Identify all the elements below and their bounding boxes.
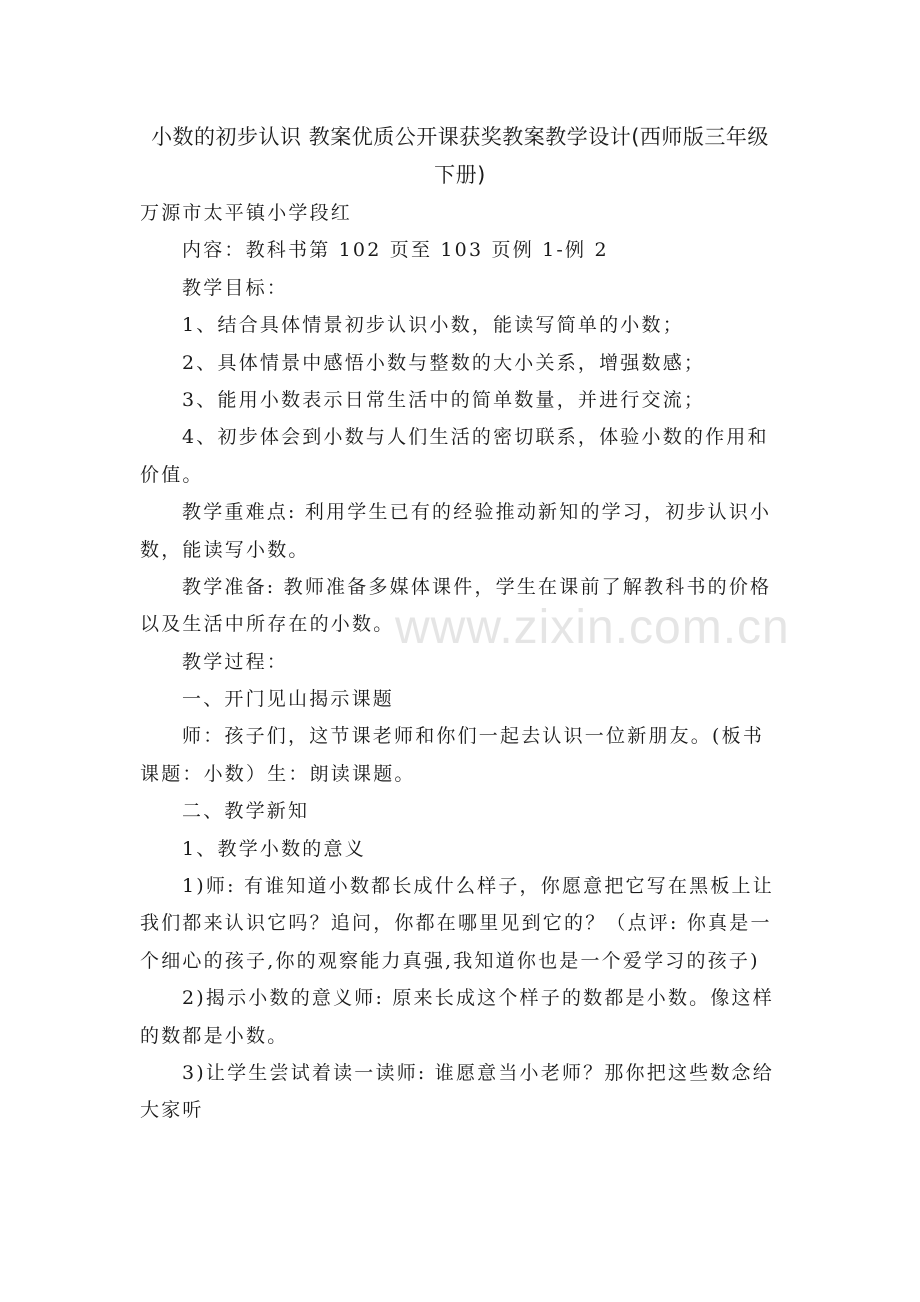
- text-line: 2、具体情景中感悟小数与整数的大小关系，增强数感；: [182, 351, 706, 374]
- text-line: 3)让学生尝试着读一读师: 谁愿意当小老师？那你把这些数念给: [182, 1061, 774, 1084]
- text-line: 3、能用小数表示日常生活中的简单数量，并进行交流；: [182, 388, 706, 411]
- title-line-2: 下册): [434, 163, 486, 187]
- text-line: 价值。: [140, 463, 204, 486]
- text-line: 1、结合具体情景初步认识小数，能读写简单的小数；: [182, 314, 684, 337]
- text-line: 个细心的孩子,你的观察能力真强,我知道你也是一个爱学习的孩子): [140, 949, 760, 972]
- text-line: 内容：教科书第 102 页至 103 页例 1-例 2: [182, 239, 609, 262]
- watermark: www.zixin.com.cn: [395, 601, 790, 654]
- document-body: [140, 195, 785, 1130]
- text-line: 我们都来认识它吗？追问，你都在哪里见到它的？（点评: 你真是一: [140, 912, 772, 935]
- text-line: 教学过程：: [182, 650, 289, 673]
- text-line: 的数都是小数。: [140, 1024, 289, 1047]
- text-line: 数，能读写小数。: [140, 538, 310, 561]
- text-line: 师：孩子们，这节课老师和你们一起去认识一位新朋友。(板书: [182, 725, 765, 748]
- text-line: 4、初步体会到小数与人们生活的密切联系，体验小数的作用和: [182, 426, 769, 449]
- text-line: 以及生活中所存在的小数。: [140, 613, 395, 636]
- text-line: 1)师: 有谁知道小数都长成什么样子，你愿意把它写在黑板上让: [182, 875, 774, 898]
- text-line: 课题：小数）生：朗读课题。: [140, 762, 416, 785]
- text-line: 大家听: [140, 1099, 204, 1122]
- text-line: 2)揭示小数的意义师: 原来长成这个样子的数都是小数。像这样: [182, 987, 774, 1010]
- text-line: 二、教学新知: [182, 800, 310, 823]
- text-line: 万源市太平镇小学段红: [140, 202, 353, 224]
- text-line: 教学准备: 教师准备多媒体课件，学生在课前了解教科书的价格: [182, 575, 772, 598]
- title-line-1: 小数的初步认识 教案优质公开课获奖教案教学设计(西师版三年级: [151, 125, 769, 149]
- document-title: [140, 118, 780, 194]
- text-line: 1、教学小数的意义: [182, 837, 366, 860]
- text-line: 教学重难点: 利用学生已有的经验推动新知的学习，初步认识小: [182, 501, 772, 524]
- text-line: 一、开门见山揭示课题: [182, 688, 395, 711]
- text-line: 教学目标：: [182, 276, 289, 299]
